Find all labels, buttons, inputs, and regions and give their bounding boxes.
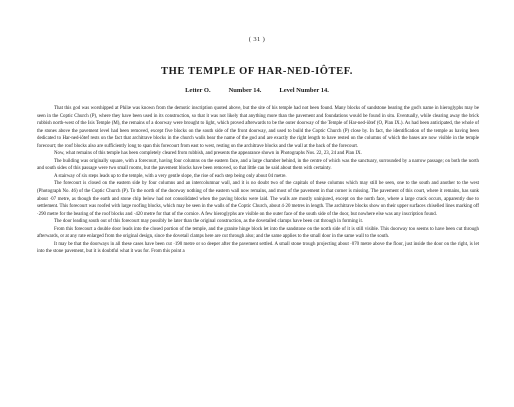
paragraph: A stairway of six steps leads up to the temple, with a very gentle slope, the rise of each step being only about 04 metre. bbox=[54, 173, 287, 179]
level-label: Level Number 14. bbox=[279, 87, 329, 94]
paragraph: That this god was worshipped at Philæ was known from the demotic inscription quoted above, but the site of his temple had not been found. Many blocks of sandstone bearing the god's name in hieroglyphs may be seen in the Coptic Church (P), where they have been used in its construction, so that it was not likely that anything more than the pavement and foundations would be found in situ. Eventually, while clearing away the brick rubbish north-west of the Isis Temple (M), the remains of a doorway were brought to light, which proved afterwards to be the outer doorway of the Temple of Har-ned-iôtef (O, Plan IX.). As had been anticipated, the whole of the stones above the pavement level had been removed, except five blocks on the south side of the front doorway, and used to build the Coptic Church (P) close by. In fact, the identification of the temple as having been dedicated to Har-ned-iôtef rests on the fact that architrave blocks in the church walls bear the name of the god and are exactly the right length to have rested on the columns of which the bases are now visible in the temple forecourt; the roof blocks also are sufficiently long to span this forecourt from east to west, resting on the architrave blocks and the wall at the back of the forecourt. bbox=[37, 106, 479, 149]
paragraph: The door leading south out of this forecourt may possibly be later than the original construction, as the dovetailed clamps have been cut through in forming it. bbox=[54, 219, 364, 225]
reference-line bbox=[0, 87, 514, 94]
page-number: ( 31 ) bbox=[248, 36, 266, 43]
number-label: Number 14. bbox=[228, 87, 262, 94]
page-title: THE TEMPLE OF HAR-NED-IÔTEF. bbox=[160, 66, 354, 77]
body-text bbox=[37, 105, 479, 256]
paragraph: It may be that the doorways in all these cases have been cut ·190 metre or so deeper after the pavement settled. A small stone trough projecting about ·070 metre above the floor, just inside the door on the right, is let into the stone pavement, but it is doubtful what it was for. From this point a bbox=[37, 241, 479, 255]
paragraph: The forecourt is closed on the eastern side by four columns and an intercolumnar wall, and it is no doubt two of the capitals of these columns which may still be seen, one to the south and another to the west (Photograph No. 46) of the Coptic Church (P). To the north of the doorway nothing of the eastern wall now remains, and most of the pavement in that corner is missing. The pavement of this court, where it remains, has sunk about ·07 metre, as though the earth and stone chip below had not consolidated when the paving blocks were laid. The walls are mostly uninjured, except on the north face, where a large crack occurs, apparently due to settlement. This forecourt was roofed with large roofing blocks, which may be seen in the walls of the Coptic Church, about 4·20 metres in length. The architrave blocks show on their upper surfaces chiselled lines marking off ·290 metre for the bearing of the roof blocks and ·420 metre for that of the cornice. A few hieroglyphs are visible on the outer face of the south side of the door, but nowhere else was any inscription found. bbox=[37, 181, 479, 217]
paragraph: Now, what remains of this temple has been completely cleared from rubbish, and presents the appearance shown in Photographs Nos. 22, 23, 24 and Plan IX. bbox=[54, 151, 362, 157]
letter-label: Letter O. bbox=[185, 87, 211, 94]
paragraph: From this forecourt a double door leads into the closed portion of the temple, and the granite hinge block let into the sandstone on the north side of it is still visible. This doorway too seems to have been cut through afterwards, or at any rate enlarged from the original design, since the dovetail clamps here are cut through also; and the same applies to the small door in the same wall to the south. bbox=[37, 226, 479, 240]
paragraph: The building was originally square, with a forecourt, having four columns on the eastern face, and a large chamber behind, in the centre of which was the sanctuary, surrounded by a narrow passage; on both the north and south sides of this passage were two small rooms, but the pavement blocks have been removed, so that little can be said about them with certainty. bbox=[37, 158, 479, 172]
